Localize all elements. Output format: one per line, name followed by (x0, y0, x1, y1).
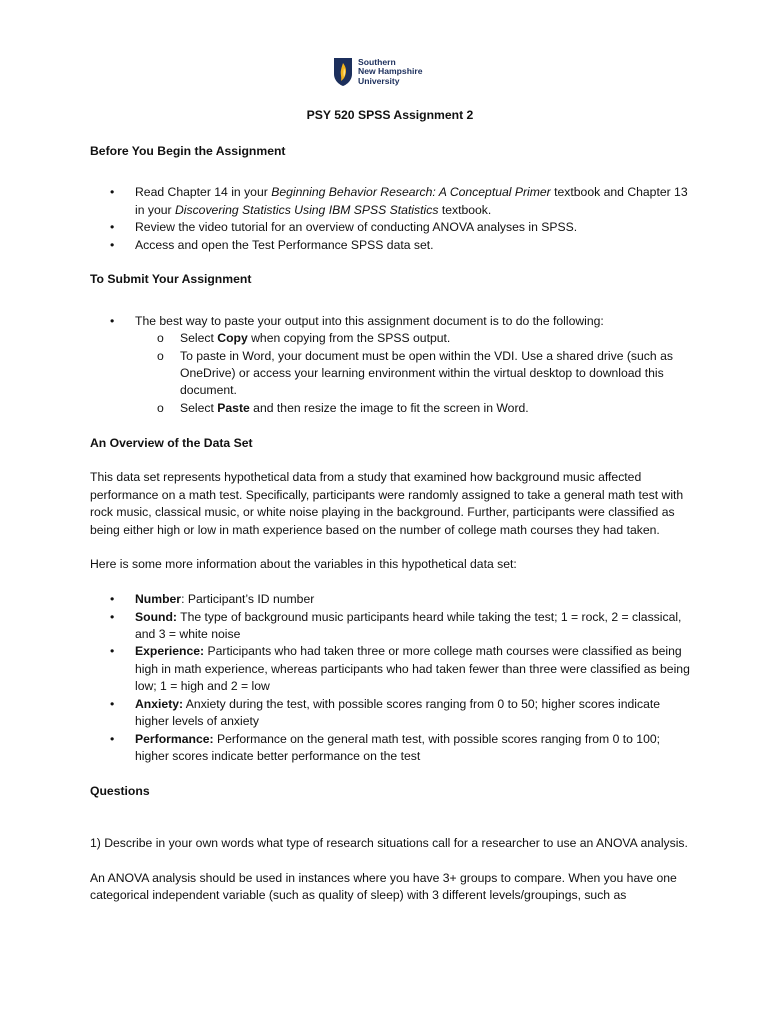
bullet-icon: • (110, 185, 115, 200)
variables-list (90, 591, 690, 765)
list-item: • Read Chapter 14 in your Beginning Behavior Research: A Conceptual Primer textbook and Chapter 13 in your Discovering Statistics Using IBM SPSS Statistics textbook. (110, 185, 688, 217)
section-heading-before: Before You Begin the Assignment (90, 144, 286, 158)
variable-item-sound: • Sound: The type of background music participants heard while taking the test; 1 = rock, 2 = classical, and 3 = white noise (110, 609, 682, 642)
bullet-icon: • (110, 220, 115, 235)
document-body (90, 107, 690, 905)
answer-1: An ANOVA analysis should be used in instances where you have 3+ groups to compare. When you have one categorical independent variable (such as quality of sleep) with 3 different levels/groupings, such as (90, 870, 677, 903)
textbook-title-2: Discovering Statistics Using IBM SPSS Statistics (174, 202, 439, 217)
logo-line-2: New Hampshire (358, 66, 423, 77)
section-heading-questions: Questions (90, 783, 150, 798)
variable-item-number: • Number: Participant’s ID number (90, 591, 690, 608)
sublist-item: o Select Copy when copying from the SPSS output. (135, 330, 690, 347)
list-item: • Review the video tutorial for an overview of conducting ANOVA analyses in SPSS. (90, 219, 690, 236)
variable-item-experience: • Experience: Participants who had taken three or more college math courses were classified as being high in math experience, whereas participants who had taken fewer than three were classified as being low; 1 = high and 2 = low (110, 644, 690, 694)
section-heading-overview: An Overview of the Data Set (90, 435, 253, 450)
shield-icon (333, 57, 353, 87)
sub-bullet-icon: o (157, 331, 164, 346)
before-list (90, 184, 690, 254)
textbook-title-1: Beginning Behavior Research: A Conceptual Primer (271, 185, 551, 200)
variable-item-performance: • Performance: Performance on the general math test, with possible scores ranging from 0 to 100; higher scores indicate better performance on the test (110, 731, 661, 763)
bullet-icon: • (110, 609, 115, 624)
submit-sublist (135, 330, 690, 417)
logo-wordmark (358, 58, 422, 86)
bullet-icon: • (110, 313, 115, 328)
sub-bullet-icon: o (157, 348, 164, 363)
overview-paragraph: This data set represents hypothetical data from a study that examined how background music affected performance on a math test. Specifically, participants were randomly assigned to take a general math test with rock music, classical music, or white noise playing in the background. Further, participants were classified as being either high or low in math experience based on the number of college math courses they had taken. (90, 470, 684, 537)
variables-intro: Here is some more information about the variables in this hypothetical data set: (90, 557, 517, 572)
bullet-icon: • (110, 592, 115, 607)
submit-list (90, 313, 690, 417)
variable-item-anxiety: • Anxiety: Anxiety during the test, with possible scores ranging from 0 to 50; higher scores indicate higher levels of anxiety (110, 696, 661, 729)
section-heading-submit: To Submit Your Assignment (90, 272, 252, 287)
sublist-item: o To paste in Word, your document must be open within the VDI. Use a shared drive (such as OneDrive) or access your learning environment within the virtual desktop to download this document. (157, 348, 673, 398)
bullet-icon: • (110, 696, 115, 711)
sub-bullet-icon: o (157, 400, 164, 415)
bullet-icon: • (110, 731, 115, 746)
question-1: 1) Describe in your own words what type of research situations call for a researcher to use an ANOVA analysis. (90, 835, 688, 850)
logo-line-1: Southern (358, 56, 396, 67)
bullet-icon: • (110, 644, 115, 659)
logo-line-3: University (358, 75, 400, 86)
sublist-item: o Select Paste and then resize the image to fit the screen in Word. (135, 400, 690, 417)
document-title: PSY 520 SPSS Assignment 2 (306, 108, 474, 122)
snhu-logo (333, 55, 422, 89)
bullet-icon: • (110, 237, 115, 252)
list-item: • Access and open the Test Performance SPSS data set. (90, 237, 690, 254)
list-item: • The best way to paste your output into this assignment document is to do the following: o Select Copy when copying from the SPSS output. o To paste in Word, your document must be open within the VDI. Use a shared drive (such as OneDrive) or access your learning environment within the virtual desktop to download this document. o Select Paste and then resize the image to fit the screen in Word. (90, 313, 690, 417)
